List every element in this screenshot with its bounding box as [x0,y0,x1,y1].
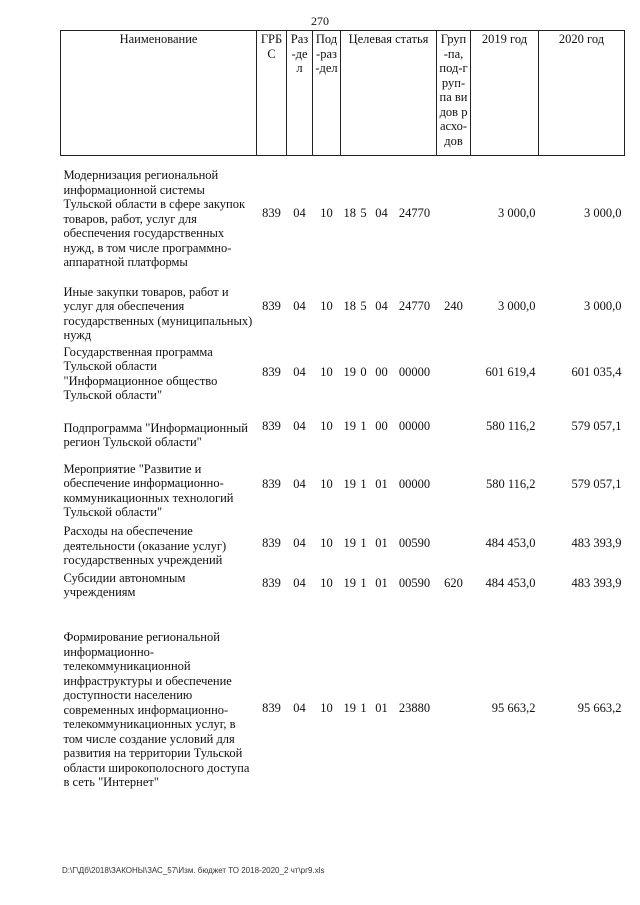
table-row [61,450,625,520]
row-grbs: 839 [262,477,281,492]
row-target-code: 24770 [398,298,431,313]
row-target-code: 23880 [398,701,431,716]
row-value-2019: 3 000,0 [498,298,536,313]
header-grbs-text: ГРБС [260,32,283,61]
header-razdel-text: Раз-дел [290,32,309,75]
row-value-2020: 601 035,4 [571,365,622,380]
table-header-row [61,31,625,156]
row-group: 240 [444,298,463,313]
row-group [437,450,471,520]
row-value-2020: 3 000,0 [584,205,622,220]
row-name: Субсидии автономным учреждениям [63,570,186,599]
row-podrazdel: 10 [320,477,333,492]
row-value-2020: 3 000,0 [584,298,622,313]
row-target-subprogram: 1 [360,576,367,591]
table-row [61,270,625,343]
row-razdel: 04 [293,536,306,551]
row-group [437,156,471,270]
row-target-program: 19 [343,576,356,591]
row-target-subprogram: 1 [360,701,367,716]
header-podrazdel-text: Под-раз-дел [315,32,338,75]
row-target-code: 00590 [398,536,431,551]
table-row [61,520,625,568]
row-target-event: 01 [375,477,388,492]
row-podrazdel: 10 [320,365,333,380]
header-grbs [257,31,287,156]
page-number: 270 [311,14,329,28]
row-razdel: 04 [293,701,306,716]
row-value-2019: 580 116,2 [485,477,536,492]
row-target-subprogram: 1 [360,477,367,492]
row-grbs: 839 [262,365,281,380]
row-razdel: 04 [293,418,306,433]
header-razdel [287,31,313,156]
footer-file-path: D:\Г\Дб\2018\ЗАКОНЫ\ЗАС_57\Изм. бюджет ТО 2018-2020_2 чт\рг9.xls [62,866,325,875]
row-target-event: 00 [375,365,388,380]
table-row [61,156,625,270]
row-value-2020: 579 057,1 [571,477,622,492]
row-grbs: 839 [262,418,281,433]
row-value-2019: 95 663,2 [491,701,536,716]
row-grbs: 839 [262,205,281,220]
row-target-program: 18 [343,298,356,313]
row-target-event: 01 [375,701,388,716]
row-group: 620 [444,576,463,591]
row-target-event: 01 [375,536,388,551]
row-name: Формирование региональной информационно-телекоммуникационной инфраструктуры и обеспечение доступности населению современных информационно-телекоммуникационных услуг, в том числе создание условий для развития на территории Тульской области широкополосного доступа в сеть "Интернет" [63,630,250,789]
row-podrazdel: 10 [320,536,333,551]
row-group [437,600,471,790]
row-razdel: 04 [293,477,306,492]
row-group [437,520,471,568]
row-target-event: 04 [375,205,388,220]
row-group [437,403,471,450]
row-podrazdel: 10 [320,701,333,716]
row-target-subprogram: 5 [360,298,367,313]
row-target-code: 00590 [398,576,431,591]
table-row [61,403,625,450]
row-target-program: 19 [343,418,356,433]
row-name: Государственная программа Тульской области "Информационное общество Тульской области" [63,344,218,402]
row-value-2020: 483 393,9 [571,576,622,591]
row-target-code: 00000 [398,477,431,492]
row-name: Расходы на обеспечение деятельности (оказание услуг) государственных учреждений [63,524,227,567]
row-value-2019: 580 116,2 [485,418,536,433]
row-target-program: 19 [343,701,356,716]
row-target-event: 00 [375,418,388,433]
row-podrazdel: 10 [320,418,333,433]
row-value-2020: 95 663,2 [577,701,622,716]
header-2019: 2019 год [471,31,539,156]
row-value-2019: 3 000,0 [498,205,536,220]
row-razdel: 04 [293,365,306,380]
row-target-subprogram: 0 [360,365,367,380]
row-name: Подпрограмма "Информационный регион Тульской области" [63,420,248,449]
row-grbs: 839 [262,298,281,313]
header-group [437,31,471,156]
row-value-2020: 579 057,1 [571,418,622,433]
header-target: Целевая статья [341,31,437,156]
row-target-program: 19 [343,536,356,551]
row-target-program: 19 [343,365,356,380]
row-podrazdel: 10 [320,205,333,220]
row-name: Мероприятие "Развитие и обеспечение информационно-коммуникационных технологий Тульской области" [63,461,234,519]
row-target-code: 24770 [398,205,431,220]
header-podrazdel [313,31,341,156]
row-grbs: 839 [262,701,281,716]
row-value-2019: 484 453,0 [485,536,536,551]
table-row [61,568,625,600]
header-group-text: Груп-па, под-груп-па видов расхо-дов [439,32,468,148]
row-target-program: 18 [343,205,356,220]
row-grbs: 839 [262,576,281,591]
row-value-2020: 483 393,9 [571,536,622,551]
header-name: Наименование [61,31,257,156]
table-row [61,343,625,403]
row-razdel: 04 [293,298,306,313]
row-target-subprogram: 1 [360,536,367,551]
row-name: Иные закупки товаров, работ и услуг для обеспечения государственных (муниципальных) нужд [63,284,253,342]
row-group [437,343,471,403]
row-target-program: 19 [343,477,356,492]
row-razdel: 04 [293,205,306,220]
row-target-subprogram: 5 [360,205,367,220]
row-razdel: 04 [293,576,306,591]
row-target-code: 00000 [398,418,431,433]
header-2020: 2020 год [539,31,625,156]
row-grbs: 839 [262,536,281,551]
row-name: Модернизация региональной информационной системы Тульской области в сфере закупок товаров, работ, услуг для обеспечения государственных нужд, в том числе программно-аппаратной платформы [63,168,246,269]
row-target-code: 00000 [398,365,431,380]
budget-table [60,30,625,790]
row-target-event: 01 [375,576,388,591]
row-value-2019: 601 619,4 [485,365,536,380]
row-podrazdel: 10 [320,576,333,591]
row-target-event: 04 [375,298,388,313]
row-podrazdel: 10 [320,298,333,313]
row-target-subprogram: 1 [360,418,367,433]
table-row [61,600,625,790]
row-value-2019: 484 453,0 [485,576,536,591]
